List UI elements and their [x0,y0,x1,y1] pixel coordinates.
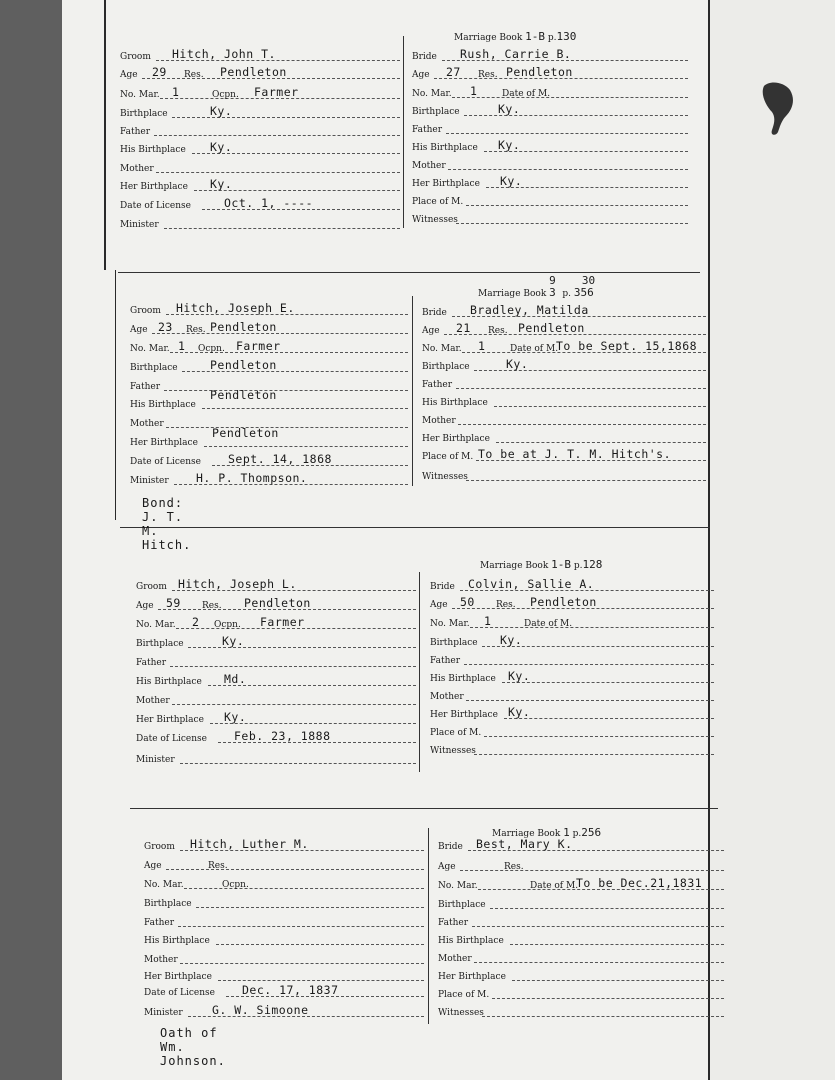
birthplace-label: Birthplace [130,363,178,373]
father-label: Father [144,918,175,928]
birthplace-label: Birthplace [136,639,184,649]
bride-label: Bride [438,842,463,852]
bride-birthplace: Ky. [498,102,521,116]
marriage-book-ref [480,558,602,571]
bride-his-birthplace: Ky. [508,669,531,683]
groom-age-row [130,321,408,337]
ocpn-label: Ocpn. [214,620,241,630]
bride-name: Rush, Carrie B. [460,47,572,61]
groom-no-mar: 2 [192,615,200,629]
age-label: Age [144,861,162,871]
groom-nomar-row [136,616,416,632]
groom-her-birthplace-row [144,968,424,984]
bride-mother-row [422,412,706,428]
res-label: Res. [186,325,206,335]
bride-his-birthplace-row [422,394,706,410]
groom-res: Pendleton [244,596,311,610]
bride-label: Bride [422,308,447,318]
age-label: Age [412,70,430,80]
minister-label: Minister [120,220,159,230]
mother-label: Mother [422,416,456,426]
left-margin-rule [104,0,106,270]
bride-no-mar: 1 [484,614,492,628]
bride-age: 27 [446,65,461,79]
bride-age: 21 [456,321,471,335]
ink-stain-icon [760,80,796,138]
bride-res: Pendleton [506,65,573,79]
marriage-book-ref [454,30,576,43]
groom-her-birthplace: Ky. [224,710,247,724]
groom-birthplace-row [136,635,416,651]
page-label: p. [573,561,583,571]
groom-no-mar: 1 [178,339,186,353]
bride-witnesses-row [422,468,706,484]
groom-his-birthplace: Pendleton [210,388,277,402]
bride-age-row [412,66,688,82]
her-birthplace-label: Her Birthplace [430,710,498,720]
his-birthplace-label: His Birthplace [120,145,186,155]
groom-birthplace: Ky. [210,104,233,118]
bride-age-row [438,858,724,874]
his-birthplace-label: His Birthplace [430,674,496,684]
bride-place-row [412,193,688,209]
no-mar-label: No. Mar. [120,90,160,100]
adjacent-page-edge [708,0,835,1080]
father-label: Father [120,127,151,137]
bride-place-row [438,986,724,1002]
date-of-license-label: Date of License [130,457,201,467]
groom-license-row [120,197,400,213]
bride-nomar-row [412,85,688,101]
bride-age-row [430,596,714,612]
witnesses-label: Witnesses [412,215,458,225]
groom-label: Groom [120,52,151,62]
bride-her-birthplace: Ky. [500,174,523,188]
bride-birthplace-row [422,358,706,374]
bride-birthplace-row [412,103,688,119]
his-birthplace-label: His Birthplace [422,398,488,408]
place-of-m-label: Place of M. [438,990,490,1000]
date-of-m-label: Date of M. [510,344,559,354]
birthplace-label: Birthplace [422,362,470,372]
bride-father-row [438,914,724,930]
birthplace-label: Birthplace [412,107,460,117]
bride-her-birthplace-row [430,706,714,722]
groom-birthplace: Ky. [222,634,245,648]
age-label: Age [136,601,154,611]
record-divider [130,808,718,809]
bride-res: Pendleton [518,321,585,335]
groom-name-row [130,302,408,318]
groom-mother-row [120,160,400,176]
her-birthplace-label: Her Birthplace [130,438,198,448]
res-label: Res. [208,861,228,871]
bride-his-birthplace-row [412,139,688,155]
age-label: Age [430,600,448,610]
groom-birthplace-row [130,359,408,375]
bride-no-mar: 1 [478,339,486,353]
his-birthplace-label: His Birthplace [136,677,202,687]
witnesses-label: Witnesses [430,746,476,756]
age-label: Age [120,70,138,80]
mother-label: Mother [120,164,154,174]
bride-place-row [422,448,706,464]
marriage-book-label: Marriage Book [454,33,523,43]
no-mar-label: No. Mar. [130,344,170,354]
bride-name-row [438,838,724,854]
her-birthplace-label: Her Birthplace [422,434,490,444]
marriage-book-label: Marriage Book [492,829,561,839]
birthplace-label: Birthplace [438,900,486,910]
bride-birthplace: Ky. [506,357,529,371]
groom-label: Groom [136,582,167,592]
age-label: Age [422,326,440,336]
groom-age: 59 [166,596,181,610]
place-of-m-label: Place of M. [412,197,464,207]
groom-birthplace: Pendleton [210,358,277,372]
bride-nomar-row [438,877,724,893]
groom-date-of-license: Sept. 14, 1868 [228,452,332,466]
groom-his-birthplace-row [130,388,408,412]
father-label: Father [412,125,443,135]
her-birthplace-label: Her Birthplace [120,182,188,192]
groom-age-row [136,597,416,613]
groom-nomar-row [130,340,408,356]
bride-place-row [430,724,714,740]
bride-date-of-m: To be Dec.21,1831 [576,876,703,890]
date-of-license-label: Date of License [144,988,215,998]
bride-age: 50 [460,595,475,609]
column-divider [412,296,413,486]
groom-birthplace-row [120,105,400,121]
groom-label: Groom [144,842,175,852]
groom-minister-row [144,1004,424,1020]
column-divider [428,828,429,1024]
groom-name: Hitch, Joseph E. [176,301,295,315]
res-label: Res. [496,600,516,610]
groom-minister-row [136,751,416,767]
groom-name: Hitch, Luther M. [190,837,309,851]
groom-ocpn: Farmer [254,85,299,99]
groom-license-row [144,984,424,1000]
ocpn-label: Ocpn. [222,880,249,890]
page-label: p. [547,33,557,43]
groom-date-of-license: Oct. 1, ---- [224,196,314,210]
date-of-m-label: Date of M. [530,881,579,891]
bride-her-birthplace: Ky. [508,705,531,719]
groom-res: Pendleton [210,320,277,334]
bride-her-birthplace-row [412,175,688,191]
groom-her-birthplace-row [120,178,400,194]
page-number-alt: 30 [581,274,596,287]
record-divider [118,272,700,273]
marriage-book-label: Marriage Book [480,561,549,571]
bride-birthplace: Ky. [500,633,523,647]
groom-res: Pendleton [220,65,287,79]
page-number: 356 [573,286,594,299]
groom-name-row [136,578,416,594]
marriage-book-ref [478,274,596,299]
ocpn-label: Ocpn. [212,90,239,100]
groom-license-row [136,730,416,746]
res-label: Res. [478,70,498,80]
witnesses-label: Witnesses [438,1008,484,1018]
father-label: Father [130,382,161,392]
father-label: Father [136,658,167,668]
groom-name-row [144,838,424,854]
minister-label: Minister [130,476,169,486]
page-label: p. [572,829,582,839]
birthplace-label: Birthplace [144,899,192,909]
his-birthplace-label: His Birthplace [438,936,504,946]
book-number: 1 [563,826,570,839]
no-mar-label: No. Mar. [136,620,176,630]
groom-her-birthplace-row [130,426,408,450]
his-birthplace-label: His Birthplace [130,400,196,410]
groom-no-mar: 1 [172,85,180,99]
groom-mother-row [136,692,416,708]
father-label: Father [438,918,469,928]
mother-label: Mother [430,692,464,702]
bride-his-birthplace-row [438,932,724,948]
her-birthplace-label: Her Birthplace [412,179,480,189]
groom-age-row [144,857,424,873]
minister-label: Minister [144,1008,183,1018]
date-of-m-label: Date of M. [502,89,551,99]
no-mar-label: No. Mar. [144,880,184,890]
bride-nomar-row [430,615,714,631]
groom-mother-row [144,951,424,967]
bride-his-birthplace-row [430,670,714,686]
res-label: Res. [184,70,204,80]
bride-nomar-row [422,340,706,356]
his-birthplace-label: His Birthplace [412,143,478,153]
ocpn-label: Ocpn. [198,344,225,354]
bride-age-row [422,322,706,338]
groom-minister: G. W. Simoone [212,1003,309,1017]
father-label: Father [422,380,453,390]
groom-father-row [120,123,400,139]
groom-ocpn: Farmer [236,339,281,353]
mother-label: Mother [130,419,164,429]
bride-her-birthplace-row [422,430,706,446]
mother-label: Mother [412,161,446,171]
groom-date-of-license: Dec. 17, 1837 [242,983,339,997]
left-margin-rule [115,270,116,520]
no-mar-label: No. Mar. [438,881,478,891]
groom-her-birthplace-row [136,711,416,727]
age-label: Age [438,862,456,872]
groom-name-row [120,48,400,64]
place-of-m-label: Place of M. [430,728,482,738]
groom-date-of-license: Feb. 23, 1888 [234,729,331,743]
her-birthplace-label: Her Birthplace [144,972,212,982]
res-label: Res. [202,601,222,611]
bride-name: Best, Mary K. [476,837,573,851]
groom-his-birthplace: Md. [224,672,247,686]
birthplace-label: Birthplace [120,109,168,119]
mother-label: Mother [144,955,178,965]
date-of-license-label: Date of License [136,734,207,744]
groom-minister-row [130,472,408,488]
groom-license-row [130,453,408,469]
bride-birthplace-row [430,634,714,650]
witnesses-label: Witnesses [422,472,468,482]
bride-place-of-m: To be at J. T. M. Hitch's. [478,447,672,461]
date-of-m-label: Date of M. [524,619,573,629]
no-mar-label: No. Mar. [412,89,452,99]
bride-witnesses-row [438,1004,724,1020]
groom-his-birthplace-row [136,673,416,689]
her-birthplace-label: Her Birthplace [438,972,506,982]
bride-his-birthplace: Ky. [498,138,521,152]
groom-birthplace-row [144,895,424,911]
book-number: 1-B [551,558,572,571]
groom-her-birthplace: Pendleton [212,426,279,440]
groom-nomar-row [144,876,424,892]
page-number: 128 [582,558,603,571]
groom-father-row [144,914,424,930]
groom-name: Hitch, Joseph L. [178,577,297,591]
groom-age: 23 [158,320,173,334]
bride-mother-row [438,950,724,966]
bride-name-row [412,48,688,64]
book-number: 1-B [525,30,546,43]
place-of-m-label: Place of M. [422,452,474,462]
minister-label: Minister [136,755,175,765]
bond-note: Bond: J. T. M. Hitch. [142,496,192,552]
bride-father-row [430,652,714,668]
bride-mother-row [412,157,688,173]
book-number-alt: 9 [549,274,556,287]
bride-her-birthplace-row [438,968,724,984]
bride-res: Pendleton [530,595,597,609]
bride-name: Colvin, Sallie A. [468,577,595,591]
column-divider [403,36,404,228]
father-label: Father [430,656,461,666]
bride-father-row [422,376,706,392]
groom-his-birthplace-row [120,141,400,157]
groom-her-birthplace: Ky. [210,177,233,191]
res-label: Res. [488,326,508,336]
groom-minister-row [120,216,400,232]
oath-note: Oath of Wm. Johnson. [160,1026,226,1068]
mother-label: Mother [136,696,170,706]
birthplace-label: Birthplace [430,638,478,648]
mother-label: Mother [438,954,472,964]
groom-his-birthplace-row [144,932,424,948]
column-divider [419,572,420,772]
groom-label: Groom [130,306,161,316]
groom-age: 29 [152,65,167,79]
page-number: 256 [581,826,602,839]
her-birthplace-label: Her Birthplace [136,715,204,725]
bride-label: Bride [430,582,455,592]
no-mar-label: No. Mar. [430,619,470,629]
page-number: 130 [556,30,577,43]
bride-no-mar: 1 [470,84,478,98]
bride-father-row [412,121,688,137]
groom-name: Hitch, John T. [172,47,276,61]
bride-label: Bride [412,52,437,62]
groom-his-birthplace: Ky. [210,140,233,154]
record-divider [120,527,710,528]
res-label: Res. [504,862,524,872]
bride-birthplace-row [438,896,724,912]
book-number: 3 [549,286,556,299]
bride-witnesses-row [412,211,688,227]
bride-name-row [422,304,706,320]
bride-mother-row [430,688,714,704]
marriage-book-label: Marriage Book [478,289,547,299]
page-label: p. [562,289,572,299]
groom-ocpn: Farmer [260,615,305,629]
groom-nomar-row [120,86,400,102]
no-mar-label: No. Mar. [422,344,462,354]
groom-age-row [120,66,400,82]
his-birthplace-label: His Birthplace [144,936,210,946]
bride-name-row [430,578,714,594]
bride-name: Bradley, Matilda [470,303,589,317]
bride-witnesses-row [430,742,714,758]
age-label: Age [130,325,148,335]
groom-father-row [136,654,416,670]
bride-date-of-m: To be Sept. 15,1868 [556,339,698,353]
date-of-license-label: Date of License [120,201,191,211]
groom-minister: H. P. Thompson. [196,471,308,485]
